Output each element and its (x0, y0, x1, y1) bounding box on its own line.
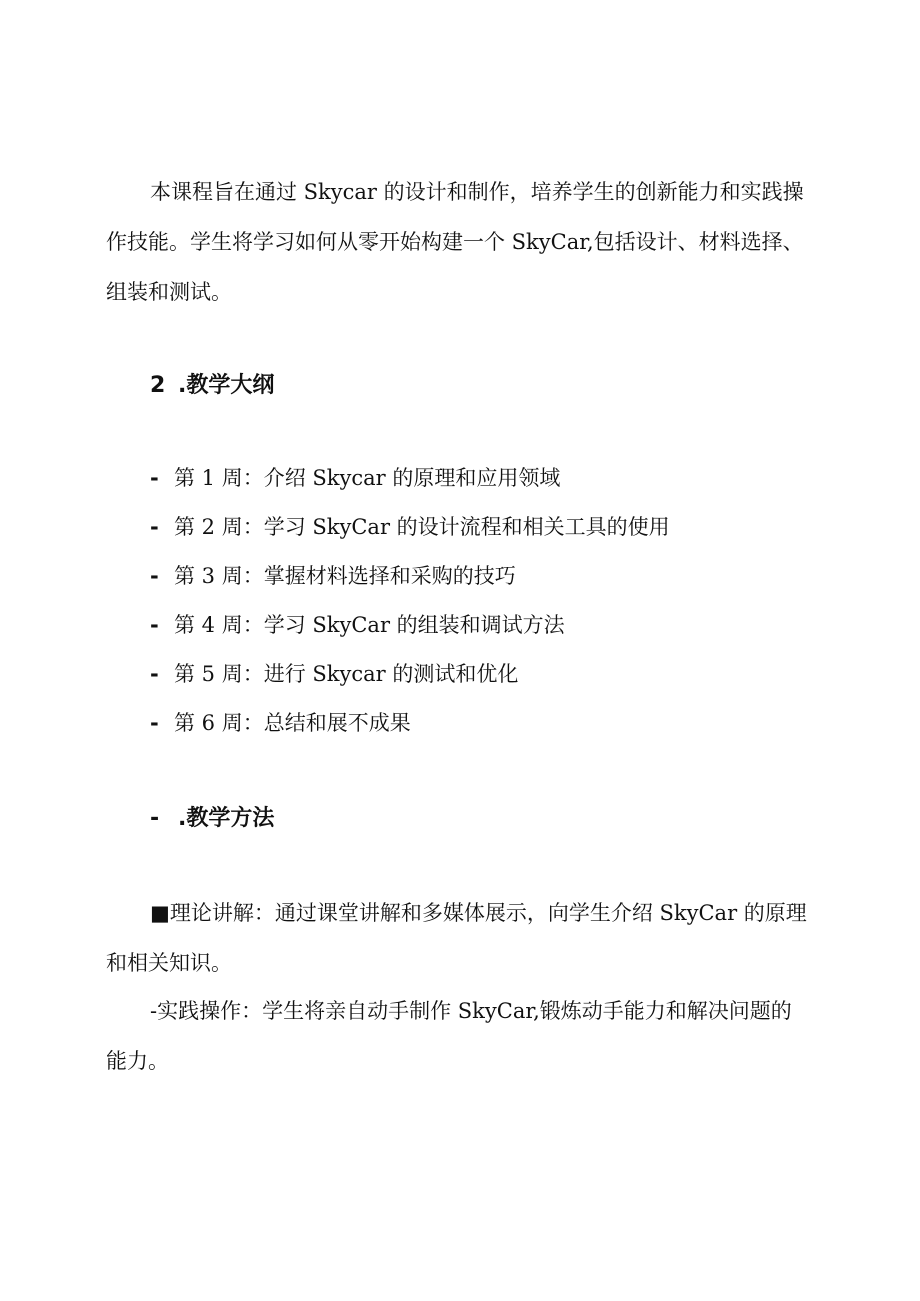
list-item: - 第 6 周：总结和展不成果 (150, 707, 670, 756)
intro-line-3: 组装和测试。 (106, 280, 232, 304)
methods-heading (150, 804, 274, 834)
outline-list (150, 462, 670, 756)
intro-paragraph (106, 167, 816, 317)
method-theory (106, 888, 816, 988)
outline-heading-title: .教学大纲 (178, 373, 275, 398)
list-item: - 第 3 周：掌握材料选择和采购的技巧 (150, 560, 670, 609)
list-item: - 第 4 周：学习 SkyCar 的组装和调试方法 (150, 609, 670, 658)
list-item: - 第 2 周：学习 SkyCar 的设计流程和相关工具的使用 (150, 511, 670, 560)
outline-heading-number: 2 (150, 373, 166, 398)
bullet-dash: - (150, 466, 159, 490)
list-item: - 第 1 周：介绍 Skycar 的原理和应用领域 (150, 462, 670, 511)
methods-heading-number: - (150, 806, 160, 831)
method-practice-line-1: -实践操作：学生将亲自动手制作 SkyCar,锻炼动手能力和解决问题的 (150, 999, 792, 1023)
bullet-dash: - (150, 613, 159, 637)
method-theory-line-2: 和相关知识。 (106, 951, 232, 975)
outline-heading (150, 371, 274, 401)
bullet-dash: - (150, 515, 159, 539)
list-item: - 第 5 周：进行 Skycar 的测试和优化 (150, 658, 670, 707)
bullet-dash: - (150, 564, 159, 588)
intro-line-2: 作技能。学生将学习如何从零开始构建一个 SkyCar,包括设计、材料选择、 (106, 230, 804, 254)
method-practice (106, 986, 816, 1086)
bullet-dash: - (150, 711, 159, 735)
intro-line-1: 本课程旨在通过 Skycar 的设计和制作，培养学生的创新能力和实践操 (150, 180, 804, 204)
method-theory-line-1: ■理论讲解：通过课堂讲解和多媒体展示，向学生介绍 SkyCar 的原理 (150, 901, 807, 925)
methods-heading-title: .教学方法 (178, 806, 275, 831)
bullet-dash: - (150, 662, 159, 686)
method-practice-line-2: 能力。 (106, 1049, 169, 1073)
